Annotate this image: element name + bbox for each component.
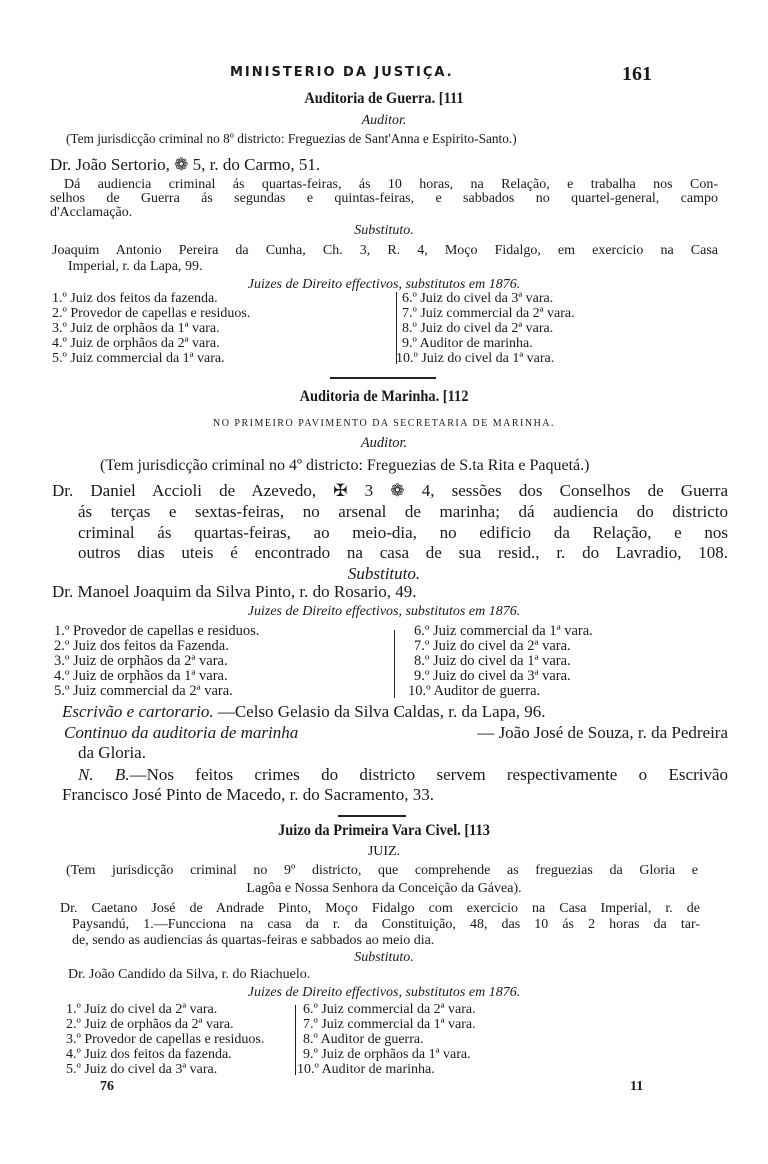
- jurisdiction-note: (Tem jurisdicção criminal no 8º districto: Freguezias de Sant'Anna e Espirito-Santo.): [66, 132, 517, 147]
- paragraph-line: Dá audiencia criminal ás quartas-feiras, ás 10 horas, na Relação, e trabalha nos Con-: [64, 177, 718, 192]
- list-item: 4.º Juiz de orphãos da 1ª vara.: [54, 668, 228, 684]
- paragraph-line: d'Acclamação.: [50, 205, 133, 220]
- section-title: Juizo da Primeira Vara Civel. [113: [278, 822, 490, 839]
- judges-heading: Juizes de Direito effectivos, substitutos em 1876.: [247, 604, 521, 619]
- list-item: 1.º Juiz dos feitos da fazenda.: [52, 291, 218, 306]
- judges-heading: Juizes de Direito effectivos, substitutos em 1876.: [247, 985, 521, 1000]
- list-item: 8.º Auditor de guerra.: [303, 1032, 424, 1047]
- page-number: 161: [622, 63, 652, 85]
- role-heading: Auditor.: [361, 113, 407, 128]
- list-item: 8.º Juiz do civel da 2ª vara.: [402, 321, 554, 336]
- substitute-entry: Dr. Manoel Joaquim da Silva Pinto, r. do Rosario, 49.: [52, 582, 417, 601]
- substitute-entry: Dr. João Candido da Silva, r. do Riachuelo.: [68, 967, 311, 982]
- list-item: 2.º Juiz dos feitos da Fazenda.: [54, 638, 229, 654]
- role-heading: Substituto.: [354, 223, 414, 238]
- auditor-entry: Dr. Daniel Accioli de Azevedo, ✠ 3 ❁ 4, sessões dos Conselhos de Guerra: [52, 481, 728, 500]
- substitute-entry: Imperial, r. da Lapa, 99.: [68, 259, 203, 274]
- list-item: 9.º Juiz de orphãos da 1ª vara.: [303, 1047, 471, 1062]
- paragraph-line: da Gloria.: [78, 743, 146, 762]
- role-heading: Substituto.: [354, 950, 414, 965]
- list-item: 8.º Juiz do civel da 1ª vara.: [414, 653, 571, 669]
- paragraph-line: selhos de Guerra ás segundas e quintas-feiras, e sabbados no quartel-general, campo: [50, 191, 718, 206]
- list-item: 2.º Provedor de capellas e residuos.: [52, 306, 251, 321]
- list-item: 3.º Juiz de orphãos da 1ª vara.: [52, 321, 220, 336]
- list-item: 7.º Juiz commercial da 2ª vara.: [402, 306, 575, 321]
- judges-heading: Juizes de Direito effectivos, substitutos em 1876.: [247, 277, 521, 292]
- escrivao-name: —Celso Gelasio da Silva Caldas, r. da Lapa, 96.: [213, 702, 546, 721]
- list-item: 1.º Provedor de capellas e residuos.: [54, 623, 260, 639]
- signature-mark-left: 76: [100, 1079, 114, 1094]
- list-item: 5.º Juiz commercial da 1ª vara.: [52, 351, 225, 366]
- nb-label: N. B.: [78, 765, 130, 784]
- section-divider: [338, 815, 406, 817]
- paragraph-line: ás terças e sextas-feiras, no arsenal de marinha; dá audiencia do districto: [78, 502, 728, 521]
- list-item: 5.º Juiz do civel da 3ª vara.: [66, 1062, 218, 1077]
- nb-text: —Nos feitos crimes do districto servem respectivamente o Escrivão: [129, 765, 728, 784]
- list-item: 6.º Juiz do civel da 3ª vara.: [402, 291, 554, 306]
- list-item: 5.º Juiz commercial da 2ª vara.: [54, 683, 233, 699]
- list-item: 10.º Juiz do civel da 1ª vara.: [396, 351, 555, 366]
- list-item: 2.º Juiz de orphãos da 2ª vara.: [66, 1017, 234, 1032]
- paragraph-line: Francisco José Pinto de Macedo, r. do Sacramento, 33.: [62, 785, 435, 804]
- section-title: Auditoria de Marinha. [112: [299, 388, 469, 405]
- location-note: NO PRIMEIRO PAVIMENTO DA SECRETARIA DE MARINHA.: [212, 418, 556, 429]
- section-title: Auditoria de Guerra. [111: [304, 90, 464, 107]
- auditor-entry: Dr. João Sertorio, ❁ 5, r. do Carmo, 51.: [50, 155, 321, 174]
- continuo-label: Continuo da auditoria de marinha: [64, 723, 299, 742]
- jurisdiction-note: (Tem jurisdicção criminal no 9º districto, que comprehende as freguezias da Gloria e: [66, 863, 698, 878]
- signature-mark-right: 11: [630, 1079, 644, 1094]
- list-item: 6.º Juiz commercial da 1ª vara.: [414, 623, 593, 639]
- escrivao-entry: [62, 703, 546, 720]
- jurisdiction-note: Lagôa e Nossa Senhora da Conceição da Gávea).: [246, 881, 522, 896]
- continuo-name: — João José de Souza, r. da Pedreira: [477, 723, 728, 742]
- running-header: MINISTERIO DA JUSTIÇA.: [230, 65, 454, 80]
- escrivao-label: Escrivão e cartorario.: [62, 702, 214, 721]
- list-item: 1.º Juiz do civel da 2ª vara.: [66, 1002, 218, 1017]
- list-item: 3.º Provedor de capellas e residuos.: [66, 1032, 265, 1047]
- nota-bene: [78, 766, 728, 783]
- list-item: 6.º Juiz commercial da 2ª vara.: [303, 1002, 476, 1017]
- column-divider: [295, 1005, 296, 1075]
- role-heading: Substituto.: [347, 564, 421, 583]
- list-item: 9.º Auditor de marinha.: [402, 336, 533, 351]
- list-item: 4.º Juiz dos feitos da fazenda.: [66, 1047, 232, 1062]
- substitute-entry: Joaquim Antonio Pereira da Cunha, Ch. 3, R. 4, Moço Fidalgo, em exercicio na Casa: [52, 243, 718, 258]
- paragraph-line: criminal ás quartas-feiras, ao meio-dia, no edificio da Relação, e nos: [78, 523, 728, 542]
- list-item: 3.º Juiz de orphãos da 2ª vara.: [54, 653, 228, 669]
- list-item: 9.º Juiz do civel da 3ª vara.: [414, 668, 571, 684]
- jurisdiction-note: (Tem jurisdicção criminal no 4º districto: Freguezias de S.ta Rita e Paquetá.): [100, 457, 590, 474]
- list-item: 7.º Juiz do civel da 2ª vara.: [414, 638, 571, 654]
- judge-entry: Dr. Caetano José de Andrade Pinto, Moço Fidalgo com exercicio na Casa Imperial, r. de: [60, 901, 700, 916]
- list-item: 10.º Auditor de marinha.: [297, 1062, 435, 1077]
- list-item: 4.º Juiz de orphãos da 2ª vara.: [52, 336, 220, 351]
- paragraph-line: de, sendo as audiencias ás quartas-feiras e sabbados ao meio dia.: [72, 933, 435, 948]
- role-heading: Auditor.: [360, 435, 408, 451]
- section-divider: [330, 377, 436, 379]
- list-item: 7.º Juiz commercial da 1ª vara.: [303, 1017, 476, 1032]
- list-item: 10.º Auditor de guerra.: [408, 683, 541, 699]
- role-heading: JUIZ.: [367, 844, 401, 859]
- column-divider: [394, 630, 395, 698]
- paragraph-line: Paysandú, 1.—Funcciona na casa da r. da Constituição, 48, das 10 ás 2 horas da tar-: [72, 917, 700, 932]
- continuo-entry: [64, 724, 728, 741]
- paragraph-line: outros dias uteis é encontrado na casa de sua resid., r. do Lavradio, 108.: [78, 543, 728, 562]
